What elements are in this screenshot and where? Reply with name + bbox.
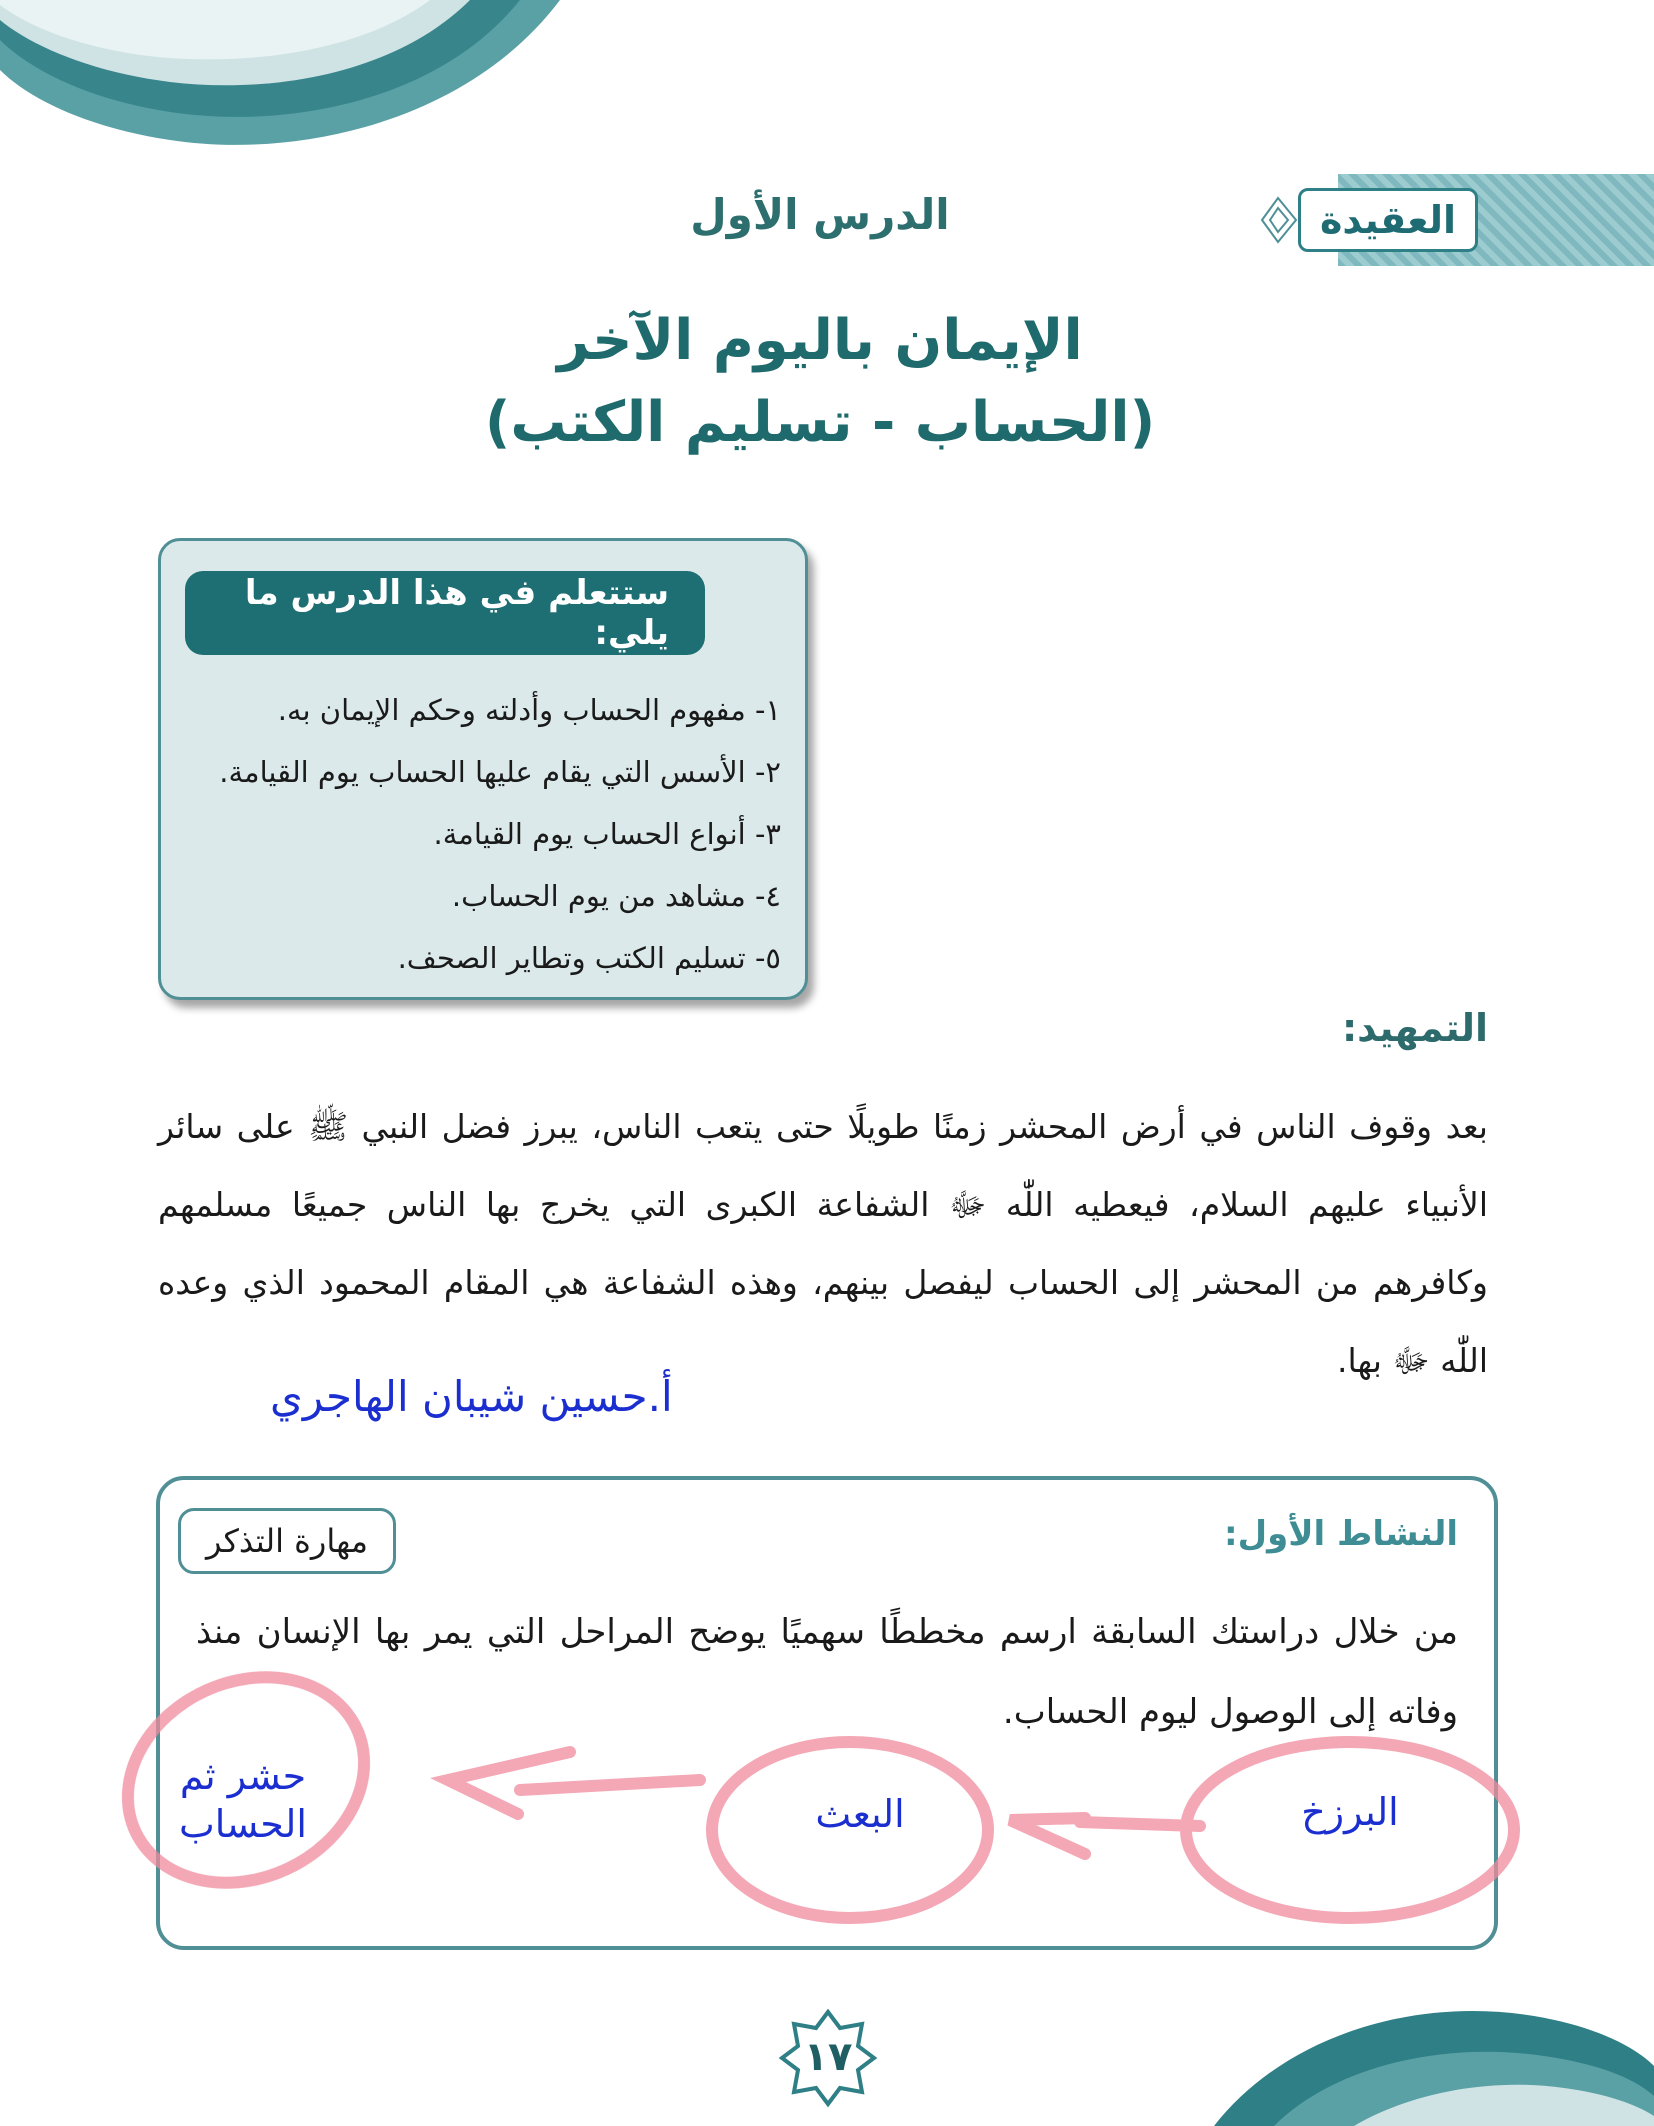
section-tag (1258, 174, 1654, 266)
lesson-title-line1: الإيمان باليوم الآخر (557, 308, 1083, 373)
intro-paragraph: بعد وقوف الناس في أرض المحشر زمنًا طويلًا حتى يتعب الناس، يبرز فضل النبي ﷺ على سائر الأنبياء عليهم السلام، فيعطيه اللّٰه ﷻ الشفاعة الكبرى التي يخرج بها الناس جميعًا مسلمهم وكافرهم من المحشر إلى الحساب ليفصل بينهم، وهذه الشفاعة هي المقام المحمود الذي وعده اللّٰه ﷻ بها. (158, 1107, 1488, 1380)
activity-text: من خلال دراستك السابقة ارسم مخططًا سهميًا يوضح المراحل التي يمر بها الإنسان منذ وفاته إلى الوصول ليوم الحساب. (196, 1612, 1458, 1732)
objectives-heading: ستتعلم في هذا الدرس ما يلي: (185, 571, 705, 655)
objective-item: ٤- مشاهد من يوم الحساب. (451, 879, 781, 913)
handwritten-author-note: أ.حسين شيبان الهاجري (270, 1372, 673, 1421)
lesson-title (300, 300, 1340, 464)
objectives-box (158, 538, 808, 1000)
section-label-box (1298, 188, 1478, 252)
objective-item: ٣- أنواع الحساب يوم القيامة. (433, 817, 781, 851)
page-number: ١٧ (803, 2034, 853, 2080)
lesson-number: الدرس الأول (690, 190, 950, 239)
stage-label-barzakh: البرزخ (1301, 1790, 1399, 1834)
stage-label-baath: البعث (815, 1792, 905, 1836)
section-label: العقيدة (1320, 198, 1456, 242)
objectives-list (181, 679, 781, 989)
lesson-title-line2: (الحساب - تسليم الكتب) (484, 390, 1156, 455)
bottom-wave-decoration (1214, 1956, 1654, 2126)
objective-item: ١- مفهوم الحساب وأدلته وحكم الإيمان به. (277, 693, 781, 727)
objective-item: ٢- الأسس التي يقام عليها الحساب يوم القيامة. (219, 755, 781, 789)
ornament-icon (1258, 192, 1298, 248)
skill-badge: مهارة التذكر (178, 1508, 396, 1574)
objective-item: ٥- تسليم الكتب وتطاير الصحف. (397, 941, 781, 975)
activity-title: النشاط الأول: (1223, 1514, 1458, 1554)
intro-heading: التمهيد: (1341, 1006, 1488, 1050)
top-wave-decoration (0, 0, 560, 170)
stage-label-hashr: حشر ثم الحساب (179, 1754, 307, 1846)
